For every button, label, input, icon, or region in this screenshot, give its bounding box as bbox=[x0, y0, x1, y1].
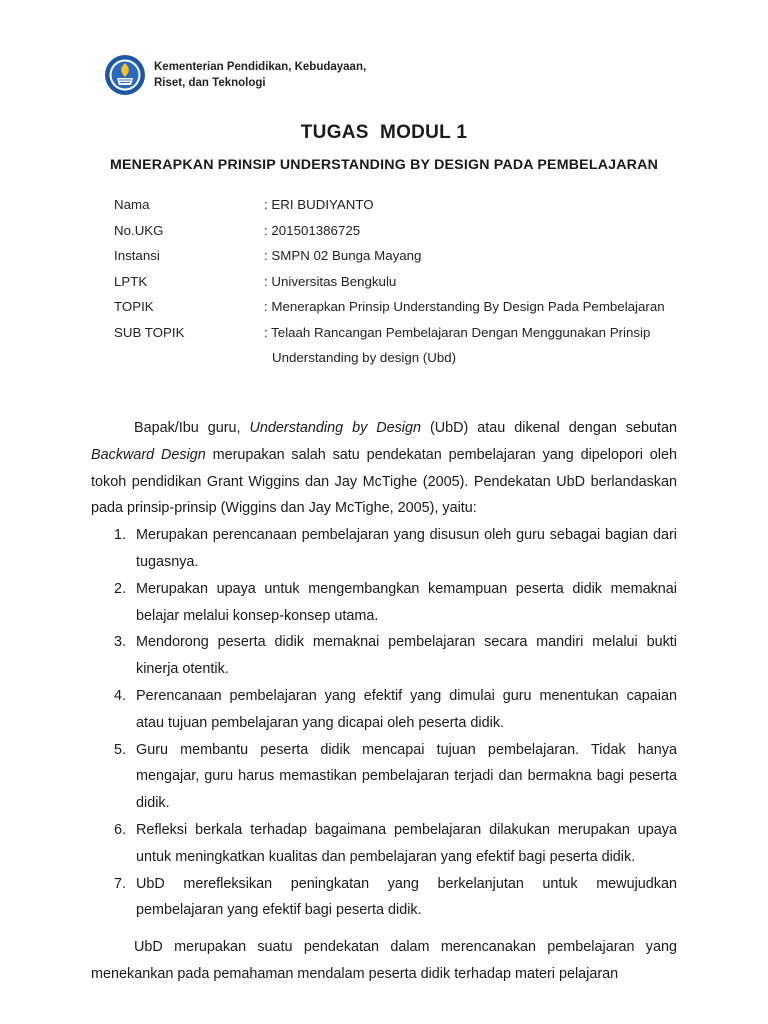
info-row-lptk bbox=[114, 269, 665, 295]
list-item bbox=[91, 871, 677, 925]
info-value: : Menerapkan Prinsip Understanding By Design Pada Pembelajaran bbox=[264, 299, 665, 315]
list-item bbox=[91, 522, 677, 576]
list-item bbox=[91, 576, 677, 630]
ministry-name bbox=[154, 59, 366, 91]
document-body bbox=[91, 415, 677, 988]
info-label: Nama bbox=[114, 197, 150, 213]
list-item bbox=[91, 817, 677, 871]
info-value: : SMPN 02 Bunga Mayang bbox=[264, 248, 422, 264]
closing-paragraph: UbD merupakan suatu pendekatan dalam merencanakan pembelajaran yang menekankan pada pemahaman mendalam peserta didik terhadap materi pelajaran bbox=[91, 939, 677, 982]
info-row-sub-topik bbox=[114, 320, 665, 346]
ministry-line-2: Riset, dan Teknologi bbox=[154, 77, 266, 89]
info-value: : 201501386725 bbox=[264, 222, 361, 238]
intro-text-2: (UbD) atau dikenal dengan sebutan bbox=[421, 420, 677, 436]
info-value: : Universitas Bengkulu bbox=[264, 273, 397, 289]
list-text: Guru membantu peserta didik mencapai tujuan pembelajaran. Tidak hanya mengajar, guru harus memastikan pembelajaran terjadi dan bermakna bagi peserta didik. bbox=[136, 741, 677, 812]
intro-italic-ubd: Understanding by Design bbox=[249, 420, 422, 436]
info-label: Instansi bbox=[114, 248, 160, 264]
info-label: SUB TOPIK bbox=[114, 324, 185, 340]
list-number: 5. bbox=[113, 741, 126, 758]
identity-table bbox=[114, 192, 665, 370]
list-text: UbD merefleksikan peningkatan yang berkelanjutan untuk mewujudkan pembelajaran yang efektif bagi peserta didik. bbox=[136, 875, 677, 919]
list-text: Merupakan upaya untuk mengembangkan kemampuan peserta didik memaknai belajar melalui konsep-konsep utama. bbox=[136, 580, 677, 624]
list-text: Mendorong peserta didik memaknai pembelajaran secara mandiri melalui bukti kinerja otentik. bbox=[136, 634, 677, 678]
list-number: 6. bbox=[113, 821, 126, 838]
info-row-topik bbox=[114, 294, 665, 320]
list-number: 7. bbox=[113, 875, 126, 892]
list-item bbox=[91, 737, 677, 817]
list-text: Refleksi berkala terhadap bagaimana pembelajaran dilakukan merupakan upaya untuk meningkatkan kualitas dan pembelajaran yang efektif bagi peserta didik. bbox=[136, 821, 677, 865]
tut-wuri-handayani-logo-icon bbox=[104, 54, 146, 96]
ministry-line-1: Kementerian Pendidikan, Kebudayaan, bbox=[154, 61, 367, 73]
intro-text-1: Bapak/Ibu guru, bbox=[134, 420, 250, 436]
info-value: : Telaah Rancangan Pembelajaran Dengan Menggunakan Prinsip bbox=[264, 324, 651, 340]
intro-paragraph bbox=[91, 415, 677, 522]
info-row-nama bbox=[114, 192, 665, 218]
info-label: TOPIK bbox=[114, 299, 154, 315]
list-number: 4. bbox=[113, 687, 126, 704]
list-item bbox=[91, 629, 677, 683]
list-item bbox=[91, 683, 677, 737]
info-row-no-ukg bbox=[114, 218, 665, 244]
info-row-instansi bbox=[114, 243, 665, 269]
info-value-continuation: Understanding by design (Ubd) bbox=[272, 350, 457, 365]
intro-italic-backward-design: Backward Design bbox=[91, 446, 206, 463]
list-text: Perencanaan pembelajaran yang efektif yang dimulai guru menentukan capaian atau tujuan pembelajaran yang dicapai oleh peserta didik. bbox=[136, 687, 677, 731]
list-number: 3. bbox=[113, 634, 126, 651]
list-text: Merupakan perencanaan pembelajaran yang disusun oleh guru sebagai bagian dari tugasnya. bbox=[136, 527, 677, 570]
info-value: : ERI BUDIYANTO bbox=[264, 197, 374, 213]
document-title: TUGAS MODUL 1 bbox=[300, 122, 468, 143]
document-header bbox=[104, 54, 366, 96]
principles-list bbox=[91, 522, 677, 924]
list-number: 2. bbox=[113, 580, 126, 597]
info-label: No.UKG bbox=[114, 222, 164, 238]
intro-text-3: merupakan salah satu pendekatan pembelajaran yang dipelopori oleh tokoh pendidikan Grant Wiggins dan Jay McTighe (2005). Pendekatan UbD berlandaskan pada prinsip-prinsip (Wiggins dan Jay McTighe, 2005), yaitu: bbox=[91, 446, 677, 517]
info-label: LPTK bbox=[114, 273, 148, 289]
list-number: 1. bbox=[113, 527, 126, 544]
document-subtitle: MENERAPKAN PRINSIP UNDERSTANDING BY DESIGN PADA PEMBELAJARAN bbox=[109, 157, 659, 173]
